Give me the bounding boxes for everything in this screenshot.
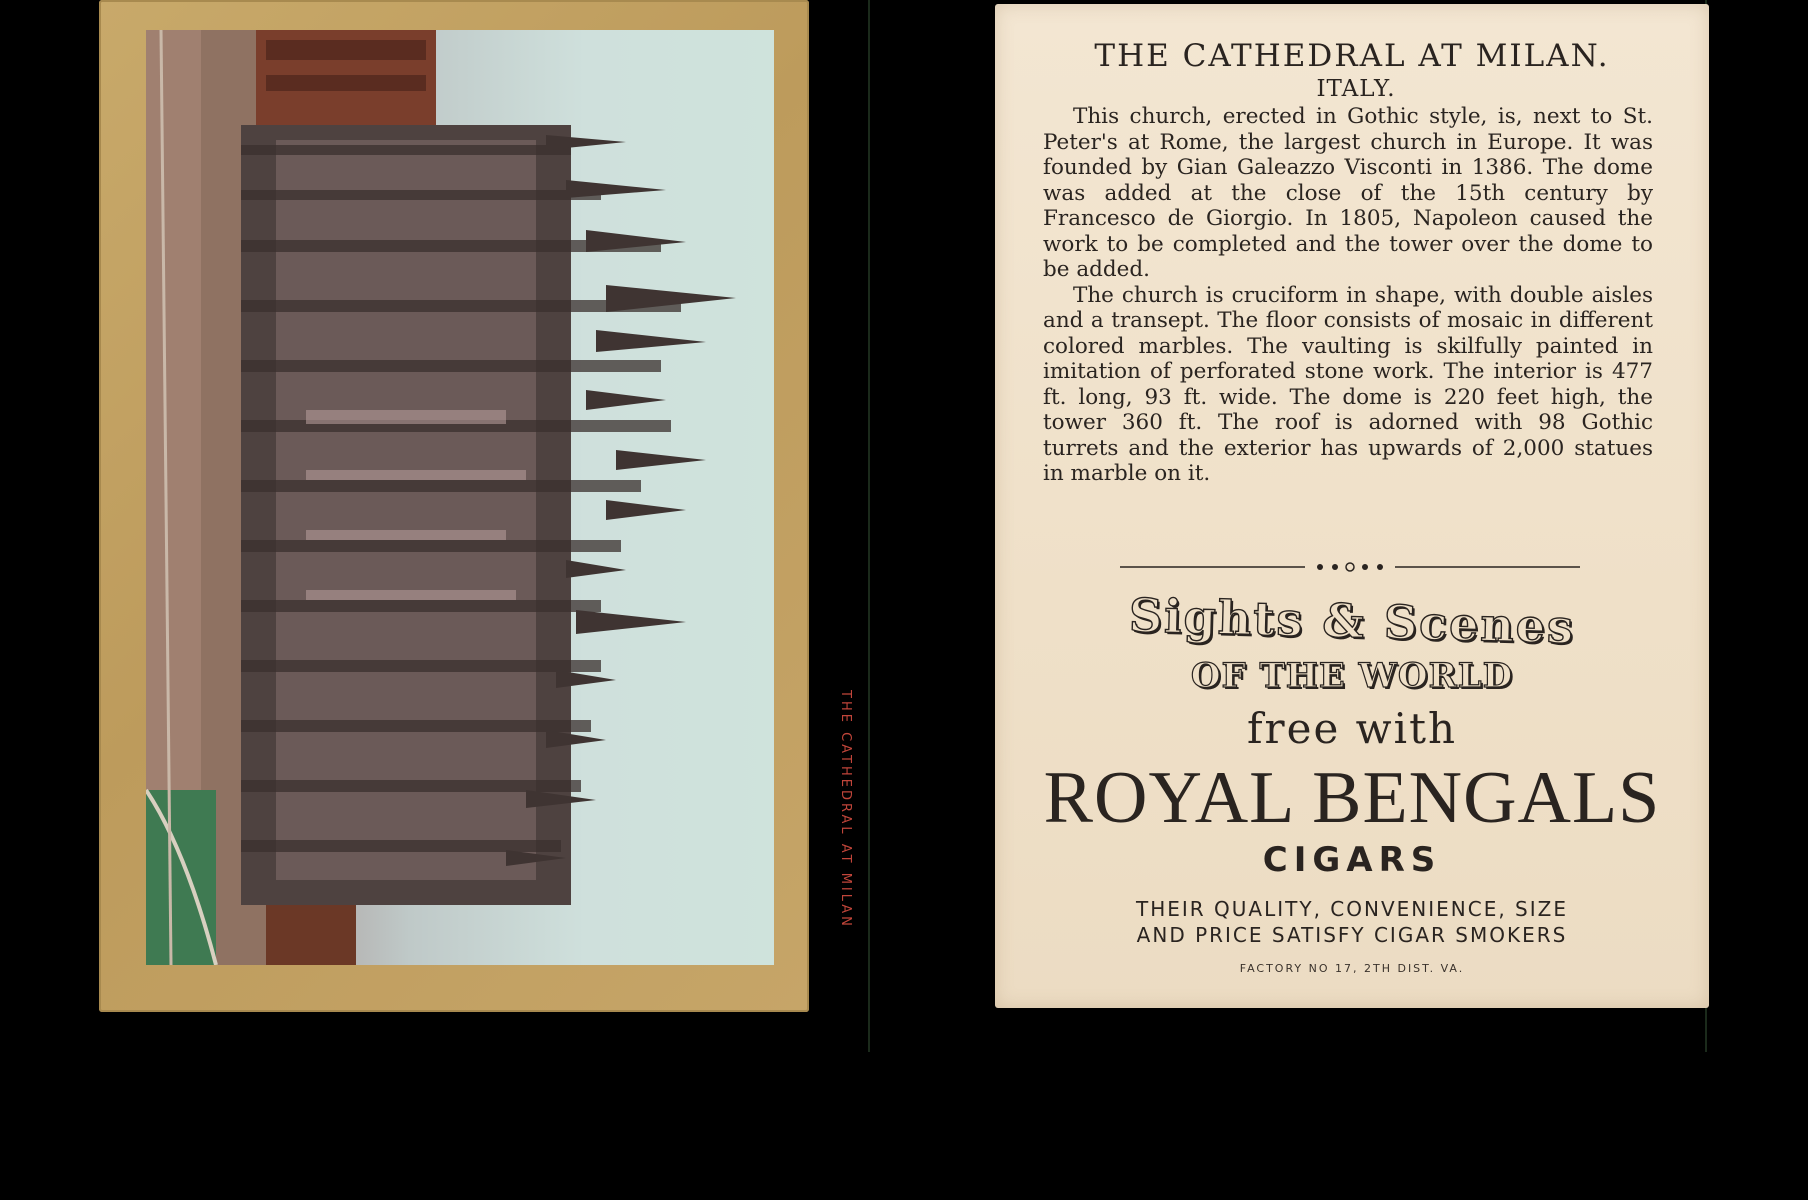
cathedral-drawing [146, 30, 774, 965]
back-title: THE CATHEDRAL AT MILAN. [1094, 38, 1610, 74]
product-name: CIGARS [1262, 840, 1442, 880]
factory-note: FACTORY NO 17, 2TH DIST. VA. [1239, 962, 1465, 975]
back-description [1043, 104, 1653, 487]
back-subtitle: ITALY. [1316, 76, 1396, 102]
description-paragraph: The church is cruciform in shape, with double aisles and a transept. The floor consists of mosaic in different colored marbles. The vaulting is skilfully painted in imitation of perforated stone work. The interior is 477 ft. long, 93 ft. wide. The dome is 220 feet high, the tower 360 ft. The roof is adorned with 98 Gothic turrets and the exterior has upwards of 2,000 statues in marble on it. [1043, 282, 1653, 486]
description-paragraph: This church, erected in Gothic style, is, next to St. Peter's at Rome, the largest church in Europe. It was founded by Gian Galeazzo Visconti in 1386. The dome was added at the close of the 15th century by Francesco de Giorgio. In 1805, Napoleon caused the work to be completed and the tower over the dome to be added. [1043, 104, 1653, 282]
cathedral-illustration [146, 30, 774, 965]
promo-free-with: free with [1247, 704, 1457, 753]
divider-line [868, 0, 870, 1052]
card-front [99, 0, 853, 1012]
promo-tagline [995, 896, 1709, 948]
front-caption [839, 690, 853, 940]
promo-sights-scenes: Sights & Scenes [1128, 588, 1576, 654]
promo-of-the-world: OF THE WORLD [1190, 656, 1514, 696]
tagline-line: THEIR QUALITY, CONVENIENCE, SIZE [1136, 897, 1568, 921]
tagline-line: AND PRICE SATISFY CIGAR SMOKERS [1136, 923, 1568, 947]
card-back [995, 4, 1709, 1008]
ornament-divider [1120, 560, 1580, 574]
brand-name: ROYAL BENGALS [1043, 757, 1661, 839]
front-caption-text: THE CATHEDRAL AT MILAN [838, 690, 853, 929]
